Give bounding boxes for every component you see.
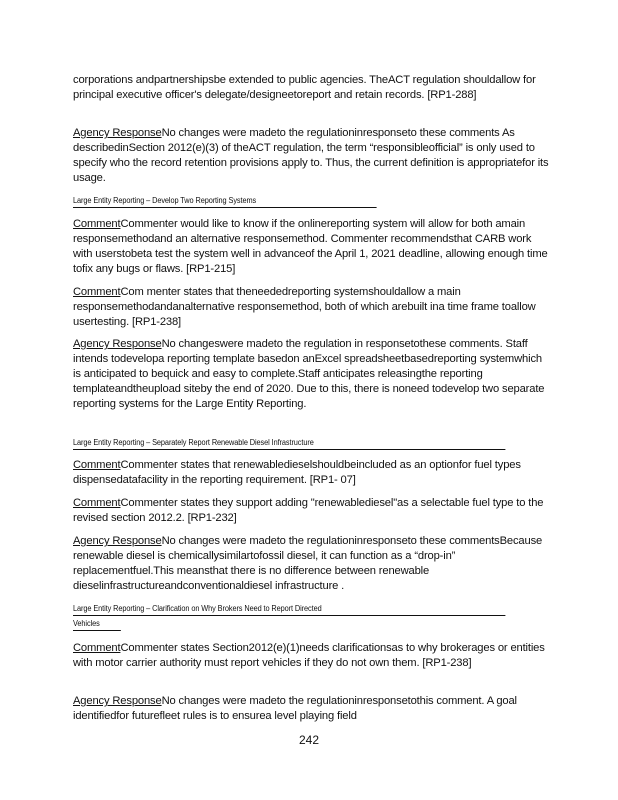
comment-text: Commenter states Section2012(e)(1)needs clarificationsas to why brokerages or entities with motor carrier authority must report vehicles if they do not own them. [RP1-238] <box>73 642 545 669</box>
comment-label: Comment <box>73 497 121 509</box>
paragraph-agency-response-4 <box>73 694 551 724</box>
comment-text: Com menter states that theneededreporting systemshouldallow a main responsemethodandanalternative responsemethod, both of which arebuilt ina time frame toallow usertesting. [RP1-238] <box>73 286 536 328</box>
section-heading-two-reporting-systems: Large Entity Reporting – Develop Two Reporting Systems <box>73 196 377 208</box>
comment-text: Commenter states that renewabledieselshouldbeincluded as an optionfor fuel types dispensedatafacility in the reporting requirement. [RP1- 07] <box>73 459 521 486</box>
comment-label: Comment <box>73 459 121 471</box>
page-number: 242 <box>298 733 320 747</box>
paragraph-comment-reporting-system <box>73 285 551 330</box>
comment-label: Comment <box>73 642 121 654</box>
comment-text: Commenter would like to know if the onlinereporting system will allow for both amain responsemethodand an alternative responsemethod. Commenter recommendsthat CARB work with userstobeta test the system well in advanceof the April 1, 2021 deadline, allowing enough time tofix any bugs or flaws. [RP1-215] <box>73 218 548 275</box>
paragraph-comment-online-reporting <box>73 217 551 277</box>
paragraph-comment-brokers <box>73 641 551 671</box>
agency-response-text: No changeswere madeto the regulation in responsetothese comments. Staff intends todevelopa reporting template basedon anExcel spreadsheetbasedreporting systemwhich is anticipated to bequick and easy to complete.Staff anticipates releasingthe reporting templateandtheupload siteby the end of 2020. Due to this, there is noneed todevelop two separate reporting systems for the Large Entity Reporting. <box>73 338 545 410</box>
section-heading-renewable-diesel: Large Entity Reporting – Separately Report Renewable Diesel Infrastructure <box>73 438 505 450</box>
agency-response-label: Agency Response <box>73 535 162 547</box>
paragraph-agency-response-2 <box>73 337 551 412</box>
paragraph-agency-response-3 <box>73 534 551 594</box>
comment-label: Comment <box>73 286 121 298</box>
agency-response-label: Agency Response <box>73 338 162 350</box>
agency-response-label: Agency Response <box>73 127 162 139</box>
agency-response-text: No changes were madeto the regulationinresponsetothis comment. A goal identifiedfor futurefleet rules is to ensurea level playing field <box>73 695 517 722</box>
section-heading-brokers-clarification-cont: Vehicles <box>73 619 121 631</box>
agency-response-text: No changes were madeto the regulationinresponseto these comments As describedinSection 2012(e)(3) of theACT regulation, the term “responsibleofficial” is only used to specify who the record retention provisions apply to. Thus, the current definition is appropriatefor its usage. <box>73 127 549 184</box>
agency-response-label: Agency Response <box>73 695 162 707</box>
section-heading-brokers-clarification: Large Entity Reporting – Clarification on Why Brokers Need to Report Directed <box>73 604 505 616</box>
paragraph-records-delegation: corporations andpartnershipsbe extended to public agencies. TheACT regulation shouldallow for principal executive officer's delegate/designeetoreport and retain records. [RP1-288] <box>73 74 536 101</box>
paragraph-comment-renewable-diesel <box>73 458 551 488</box>
comment-label: Comment <box>73 218 121 230</box>
comment-text: Commenter states they support adding "renewablediesel"as a selectable fuel type to the revised section 2012.2. [RP1-232] <box>73 497 544 524</box>
paragraph-comment-fuel-type <box>73 496 551 526</box>
paragraph-agency-response-1 <box>73 126 551 186</box>
agency-response-text: No changes were madeto the regulationinresponseto these commentsBecause renewable diesel is chemicallysimilartofossil diesel, it can function as a “drop-in” replacementfuel.This meansthat there is no difference between renewable dieselinfrastructureandconventionaldiesel infrastructure . <box>73 535 543 592</box>
